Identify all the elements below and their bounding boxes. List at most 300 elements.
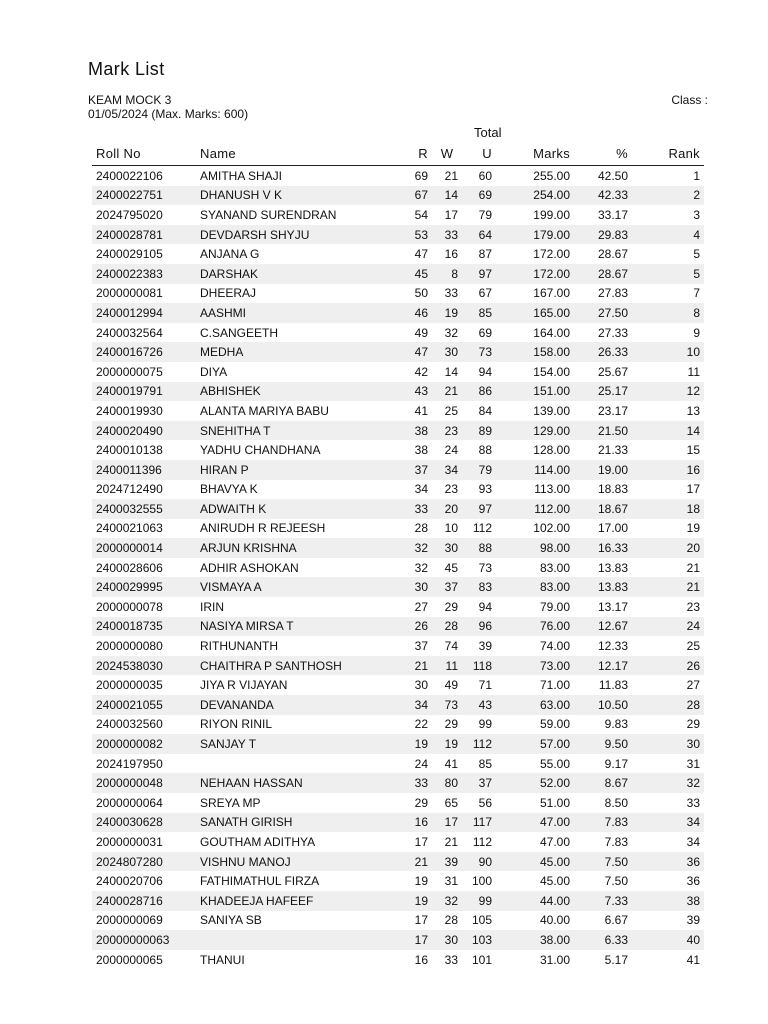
cell-roll-no: 2000000065 [96,952,163,967]
cell-wrong: 11 [432,656,462,676]
cell-marks: 71.00 [539,678,570,693]
cell-roll-no: 2400022106 [96,168,163,183]
cell-right: 38 [414,443,428,458]
cell-right: 26 [394,617,432,637]
cell-name: DEVANANDA [196,695,394,715]
cell-name: VISHNU MANOJ [196,852,394,872]
cell-unattempted: 90 [462,852,496,872]
cell-name: BHAVYA K [200,482,258,497]
cell-right: 41 [414,403,428,418]
cell-roll-no: 2024197950 [96,756,163,771]
cell-rank: 36 [686,874,700,889]
cell-right: 45 [394,264,432,284]
table-row [92,303,704,323]
cell-rank: 40 [632,930,704,950]
class-label: Class : [671,93,708,107]
cell-name: SANIYA SB [200,913,262,928]
column-header-roll-no: Roll No [92,141,196,166]
cell-marks: 151.00 [496,382,574,402]
cell-percent: 13.83 [574,577,632,597]
cell-unattempted: 83 [462,577,496,597]
cell-name [196,754,394,774]
cell-wrong: 17 [432,813,462,833]
cell-rank: 31 [686,756,700,771]
cell-name: ABHISHEK [196,382,394,402]
cell-marks: 199.00 [533,207,570,222]
cell-percent: 7.83 [604,834,628,849]
table-row [92,715,704,735]
table-row [92,244,704,264]
cell-percent: 7.83 [574,813,632,833]
cell-percent: 12.17 [574,656,632,676]
cell-name: VISMAYA A [196,577,394,597]
cell-rank: 1 [693,168,700,183]
cell-wrong: 21 [432,382,462,402]
cell-right: 46 [394,303,432,323]
cell-wrong: 10 [444,521,458,536]
cell-right: 69 [414,168,428,183]
cell-wrong: 41 [444,756,458,771]
cell-wrong: 16 [444,247,458,262]
cell-name: SNEHITHA T [196,421,394,441]
cell-roll-no: 2000000048 [92,773,196,793]
cell-percent: 33.17 [597,207,628,222]
cell-rank: 26 [632,656,704,676]
table-row [92,695,704,715]
cell-roll-no: 2400030628 [92,813,196,833]
cell-roll-no: 2024795020 [96,207,163,222]
cell-right: 16 [414,952,428,967]
cell-marks: 179.00 [496,225,574,245]
cell-roll-no: 2400012994 [92,303,196,323]
cell-percent: 19.00 [574,460,632,480]
cell-rank: 14 [632,421,704,441]
cell-unattempted: 39 [478,639,492,654]
cell-rank: 41 [686,952,700,967]
cell-rank: 30 [632,734,704,754]
cell-marks: 44.00 [496,891,574,911]
cell-rank: 29 [686,717,700,732]
cell-percent: 25.67 [597,364,628,379]
cell-wrong: 23 [444,482,458,497]
page-title: Mark List [88,59,165,79]
cell-percent: 7.50 [574,852,632,872]
cell-wrong: 49 [444,678,458,693]
column-header-r: R [394,141,432,166]
cell-unattempted: 112 [472,521,492,536]
cell-wrong: 25 [444,403,458,418]
table-row [92,205,704,225]
cell-roll-no: 2000000069 [96,913,163,928]
cell-percent: 21.33 [597,443,628,458]
cell-right: 21 [394,656,432,676]
cell-marks: 47.00 [496,813,574,833]
cell-unattempted: 99 [462,891,496,911]
exam-date-info: 01/05/2024 (Max. Marks: 600) [88,107,249,121]
cell-marks: 129.00 [496,421,574,441]
cell-unattempted: 87 [478,247,492,262]
cell-name: SANATH GIRISH [196,813,394,833]
cell-rank: 7 [693,286,700,301]
cell-right: 27 [414,599,428,614]
cell-rank: 34 [686,834,700,849]
cell-unattempted: 112 [472,834,492,849]
cell-unattempted: 79 [462,460,496,480]
cell-percent: 27.33 [597,325,628,340]
table-row [92,538,704,558]
cell-wrong: 17 [444,207,458,222]
cell-percent: 42.50 [597,168,628,183]
table-row [92,284,704,304]
cell-unattempted: 60 [478,168,492,183]
cell-roll-no: 2000000014 [92,538,196,558]
table-header-row [92,141,704,166]
cell-roll-no: 2400019930 [96,403,163,418]
column-header-name: Name [196,141,394,166]
cell-roll-no: 20000000063 [92,930,196,950]
cell-unattempted: 105 [471,913,492,928]
table-row [92,519,704,539]
cell-marks: 172.00 [496,264,574,284]
cell-name: THANUI [200,952,245,967]
cell-unattempted: 118 [462,656,496,676]
cell-rank: 27 [686,678,700,693]
cell-wrong: 23 [432,421,462,441]
cell-wrong: 74 [444,639,458,654]
cell-right: 53 [394,225,432,245]
cell-roll-no: 2400032560 [96,717,163,732]
cell-marks: 128.00 [533,443,570,458]
cell-marks: 52.00 [496,773,574,793]
cell-unattempted: 67 [478,286,492,301]
cell-wrong: 80 [432,773,462,793]
cell-marks: 51.00 [539,795,570,810]
cell-right: 49 [414,325,428,340]
total-group-label: Total [474,125,502,140]
cell-marks: 40.00 [539,913,570,928]
cell-percent: 6.33 [574,930,632,950]
cell-unattempted: 73 [462,342,496,362]
table-body [92,166,704,970]
cell-right: 17 [394,930,432,950]
table-row [92,793,704,813]
cell-rank: 10 [632,342,704,362]
cell-name: HIRAN P [196,460,394,480]
table-row [92,754,704,774]
cell-unattempted: 56 [478,795,492,810]
cell-unattempted: 88 [478,443,492,458]
cell-percent: 8.50 [604,795,628,810]
cell-rank: 12 [632,382,704,402]
cell-rank: 25 [686,639,700,654]
cell-rank: 21 [686,560,700,575]
exam-name: KEAM MOCK 3 [88,93,172,107]
cell-percent: 7.33 [574,891,632,911]
cell-right: 29 [414,795,428,810]
cell-right: 16 [394,813,432,833]
table-row [92,871,704,891]
cell-unattempted: 94 [478,364,492,379]
cell-marks: 154.00 [533,364,570,379]
cell-wrong: 21 [444,834,458,849]
cell-percent: 9.83 [604,717,628,732]
table-row [92,852,704,872]
cell-marks: 45.00 [496,852,574,872]
cell-percent: 28.67 [574,264,632,284]
cell-wrong: 20 [432,499,462,519]
cell-marks: 31.00 [539,952,570,967]
cell-wrong: 14 [432,186,462,206]
cell-right: 19 [394,891,432,911]
cell-rank: 2 [632,186,704,206]
cell-percent: 18.83 [597,482,628,497]
cell-name: ADHIR ASHOKAN [200,560,299,575]
cell-marks: 98.00 [496,538,574,558]
cell-rank: 33 [686,795,700,810]
cell-unattempted: 69 [478,325,492,340]
cell-rank: 36 [632,852,704,872]
cell-percent: 23.17 [597,403,628,418]
cell-wrong: 31 [444,874,458,889]
cell-roll-no: 2400022751 [92,186,196,206]
cell-rank: 16 [632,460,704,480]
column-header-rank: Rank [632,141,704,166]
cell-wrong: 32 [444,325,458,340]
cell-marks: 83.00 [539,560,570,575]
cell-unattempted: 88 [462,538,496,558]
table-row [92,675,704,695]
cell-unattempted: 100 [471,874,492,889]
column-header-percent: % [574,141,632,166]
cell-percent: 28.67 [597,247,628,262]
cell-roll-no: 2000000064 [96,795,163,810]
cell-percent: 13.83 [597,560,628,575]
cell-unattempted: 94 [478,599,492,614]
cell-roll-no: 2000000035 [96,678,163,693]
cell-rank: 19 [686,521,700,536]
cell-right: 21 [394,852,432,872]
cell-wrong: 19 [432,303,462,323]
column-header-u: U [462,141,496,166]
table-row [92,773,704,793]
cell-marks: 113.00 [534,482,570,497]
table-row [92,911,704,931]
cell-right: 42 [414,364,428,379]
cell-percent: 27.50 [574,303,632,323]
cell-name: GOUTHAM ADITHYA [200,834,316,849]
cell-rank: 20 [632,538,704,558]
cell-marks: 59.00 [539,717,570,732]
cell-wrong: 33 [432,225,462,245]
cell-marks: 47.00 [539,834,570,849]
cell-marks: 102.00 [533,521,570,536]
cell-name: SREYA MP [200,795,261,810]
cell-wrong: 45 [444,560,458,575]
cell-percent: 11.83 [598,678,628,693]
cell-roll-no: 2000000031 [96,834,163,849]
table-row [92,323,704,343]
table-row [92,186,704,206]
cell-marks: 76.00 [496,617,574,637]
cell-roll-no: 2400029995 [92,577,196,597]
cell-name: AASHMI [196,303,394,323]
cell-roll-no: 2400028716 [92,891,196,911]
cell-name: DHEERAJ [200,286,257,301]
cell-marks: 255.00 [533,168,570,183]
cell-name: ANJANA G [200,247,260,262]
cell-wrong: 30 [432,930,462,950]
table-row [92,813,704,833]
table-row [92,401,704,421]
cell-roll-no: 2400028781 [92,225,196,245]
cell-percent: 10.50 [574,695,632,715]
cell-rank: 21 [632,577,704,597]
cell-name: JIYA R VIJAYAN [200,678,288,693]
cell-rank: 32 [632,773,704,793]
cell-rank: 5 [693,247,700,262]
cell-wrong: 65 [444,795,458,810]
cell-marks: 172.00 [533,247,570,262]
cell-right: 43 [394,382,432,402]
cell-marks: 79.00 [539,599,570,614]
cell-rank: 13 [686,403,700,418]
table-row [92,440,704,460]
cell-marks: 165.00 [496,303,574,323]
cell-right: 34 [414,482,428,497]
cell-roll-no: 2400028606 [96,560,163,575]
cell-wrong: 21 [444,168,458,183]
cell-marks: 74.00 [539,639,570,654]
cell-wrong: 8 [432,264,462,284]
table-row [92,656,704,676]
table-row [92,930,704,950]
cell-unattempted: 96 [462,617,496,637]
cell-right: 28 [414,521,428,536]
table-row [92,558,704,578]
cell-right: 17 [414,913,428,928]
cell-unattempted: 117 [462,813,496,833]
cell-rank: 17 [686,482,700,497]
cell-name: RITHUNANTH [200,639,278,654]
cell-roll-no: 2400016726 [92,342,196,362]
cell-wrong: 14 [444,364,458,379]
cell-roll-no: 2400029105 [96,247,163,262]
cell-wrong: 24 [444,443,458,458]
table-row [92,832,704,852]
cell-percent: 13.17 [597,599,628,614]
cell-marks: 167.00 [533,286,570,301]
cell-name: DIYA [200,364,228,379]
cell-right: 32 [394,538,432,558]
cell-percent: 9.50 [574,734,632,754]
cell-right: 37 [414,639,428,654]
cell-name [196,930,394,950]
cell-percent: 42.33 [574,186,632,206]
table-row [92,617,704,637]
cell-wrong: 28 [432,617,462,637]
cell-right: 30 [394,577,432,597]
cell-rank: 34 [632,813,704,833]
cell-unattempted: 73 [478,560,492,575]
cell-percent: 18.67 [574,499,632,519]
cell-roll-no: 2000000078 [96,599,163,614]
cell-right: 30 [414,678,428,693]
cell-unattempted: 79 [478,207,492,222]
cell-unattempted: 64 [462,225,496,245]
cell-right: 50 [414,286,428,301]
cell-name: SANJAY T [196,734,394,754]
mark-list-table [92,141,704,969]
cell-wrong: 37 [432,577,462,597]
cell-unattempted: 37 [462,773,496,793]
table-row [92,499,704,519]
cell-percent: 29.83 [574,225,632,245]
cell-rank: 3 [693,207,700,222]
cell-right: 24 [414,756,428,771]
cell-rank: 15 [686,443,700,458]
cell-roll-no: 2400021055 [92,695,196,715]
cell-rank: 18 [632,499,704,519]
cell-name: DEVDARSH SHYJU [196,225,394,245]
cell-marks: 158.00 [496,342,574,362]
cell-rank: 23 [686,599,700,614]
cell-name: NASIYA MIRSA T [196,617,394,637]
cell-unattempted: 101 [471,952,492,967]
cell-unattempted: 112 [462,734,496,754]
cell-roll-no: 2024807280 [92,852,196,872]
cell-name: IRIN [200,599,224,614]
cell-marks: 83.00 [496,577,574,597]
table-row [92,264,704,284]
cell-percent: 25.17 [574,382,632,402]
column-header-w: W [432,141,462,166]
cell-name: CHAITHRA P SANTHOSH [196,656,394,676]
cell-roll-no: 2000000081 [96,286,163,301]
cell-right: 67 [394,186,432,206]
cell-roll-no: 2400032555 [92,499,196,519]
cell-unattempted: 86 [462,382,496,402]
cell-name: DHANUSH V K [196,186,394,206]
cell-marks: 38.00 [496,930,574,950]
cell-wrong: 30 [432,538,462,558]
cell-percent: 17.00 [597,521,628,536]
cell-percent: 5.17 [604,952,628,967]
cell-percent: 27.83 [597,286,628,301]
cell-name: C.SANGEETH [200,325,279,340]
table-row [92,597,704,617]
cell-name: MEDHA [196,342,394,362]
column-header-marks: Marks [496,141,574,166]
cell-name: NEHAAN HASSAN [196,773,394,793]
cell-unattempted: 85 [478,756,492,771]
table-row [92,480,704,500]
cell-percent: 6.67 [604,913,628,928]
cell-roll-no: 2400021063 [96,521,163,536]
cell-roll-no: 2400022383 [92,264,196,284]
cell-unattempted: 93 [478,482,492,497]
cell-percent: 12.33 [597,639,628,654]
table-row [92,362,704,382]
cell-wrong: 34 [432,460,462,480]
cell-wrong: 33 [444,286,458,301]
cell-roll-no: 2400011396 [92,460,196,480]
cell-right: 37 [394,460,432,480]
cell-percent: 7.50 [604,874,628,889]
cell-right: 19 [414,874,428,889]
cell-marks: 57.00 [496,734,574,754]
cell-wrong: 29 [444,599,458,614]
cell-percent: 12.67 [574,617,632,637]
